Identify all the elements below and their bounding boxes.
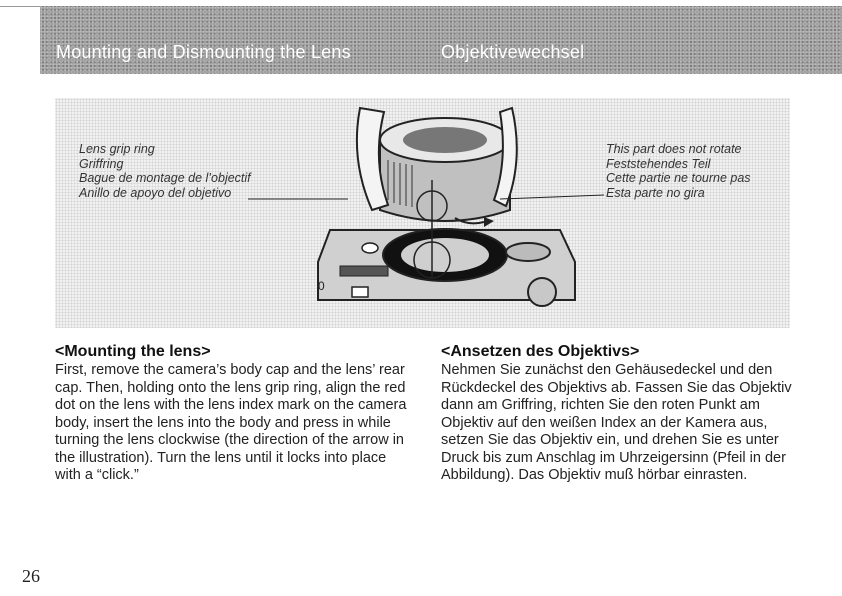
label-does-not-rotate: This part does not rotate [606,142,742,156]
release-button [362,243,378,253]
label-no-gira: Esta parte no gira [606,185,705,200]
side-knob [528,278,556,306]
title-english: Mounting and Dismounting the Lens [56,42,351,62]
lens-glass [403,127,487,153]
label-griffring: Griffring [79,156,124,171]
dial [506,243,550,261]
heading-ansetzen: <Ansetzen des Objektivs> [441,343,640,360]
title-german: Objektivewechsel [441,42,585,62]
viewfinder-window [340,266,388,276]
body-mounting-lens: First, remove the camera’s body cap and the lens’ rear cap. Then, holding onto the lens grip ring, align the red dot on the lens with the lens index mark on the camera body, insert the lens into the body and press in while turning the lens clockwise (the direction of the arrow in the illustration). Turn the lens until it locks into place with a “click.” [55,362,407,483]
body-ansetzen: Nehmen Sie zunächst den Gehäusedeckel und den Rückdeckel des Objektivs ab. Fassen Sie das Objektiv dann am Griffring, richten Sie den roten Punkt am Objektiv auf den weißen Index an der Kamera aus, setzen Sie das Objektiv ein, und drehen Sie es unter Druck bis zum Anschlag im Uhrzeigersinn (Pfeil in der Abbildung). Das Objektiv muß hörbar einrasten. [441,362,792,483]
indicator [352,287,368,297]
rotation-arrow-head [484,217,494,227]
labels-left [79,142,251,200]
labels-right [606,142,751,200]
heading-mounting-lens: <Mounting the lens> [55,343,211,360]
label-anillo: Anillo de apoyo del objetivo [79,185,232,200]
label-bague: Bague de montage de l’objectif [79,171,251,185]
index-digit: 0 [318,279,325,293]
page-number: 26 [22,566,40,586]
label-lens-grip-ring: Lens grip ring [79,142,155,156]
label-feststehendes: Feststehendes Teil [606,156,711,171]
label-ne-tourne-pas: Cette partie ne tourne pas [606,171,751,185]
leader-right [500,195,604,199]
